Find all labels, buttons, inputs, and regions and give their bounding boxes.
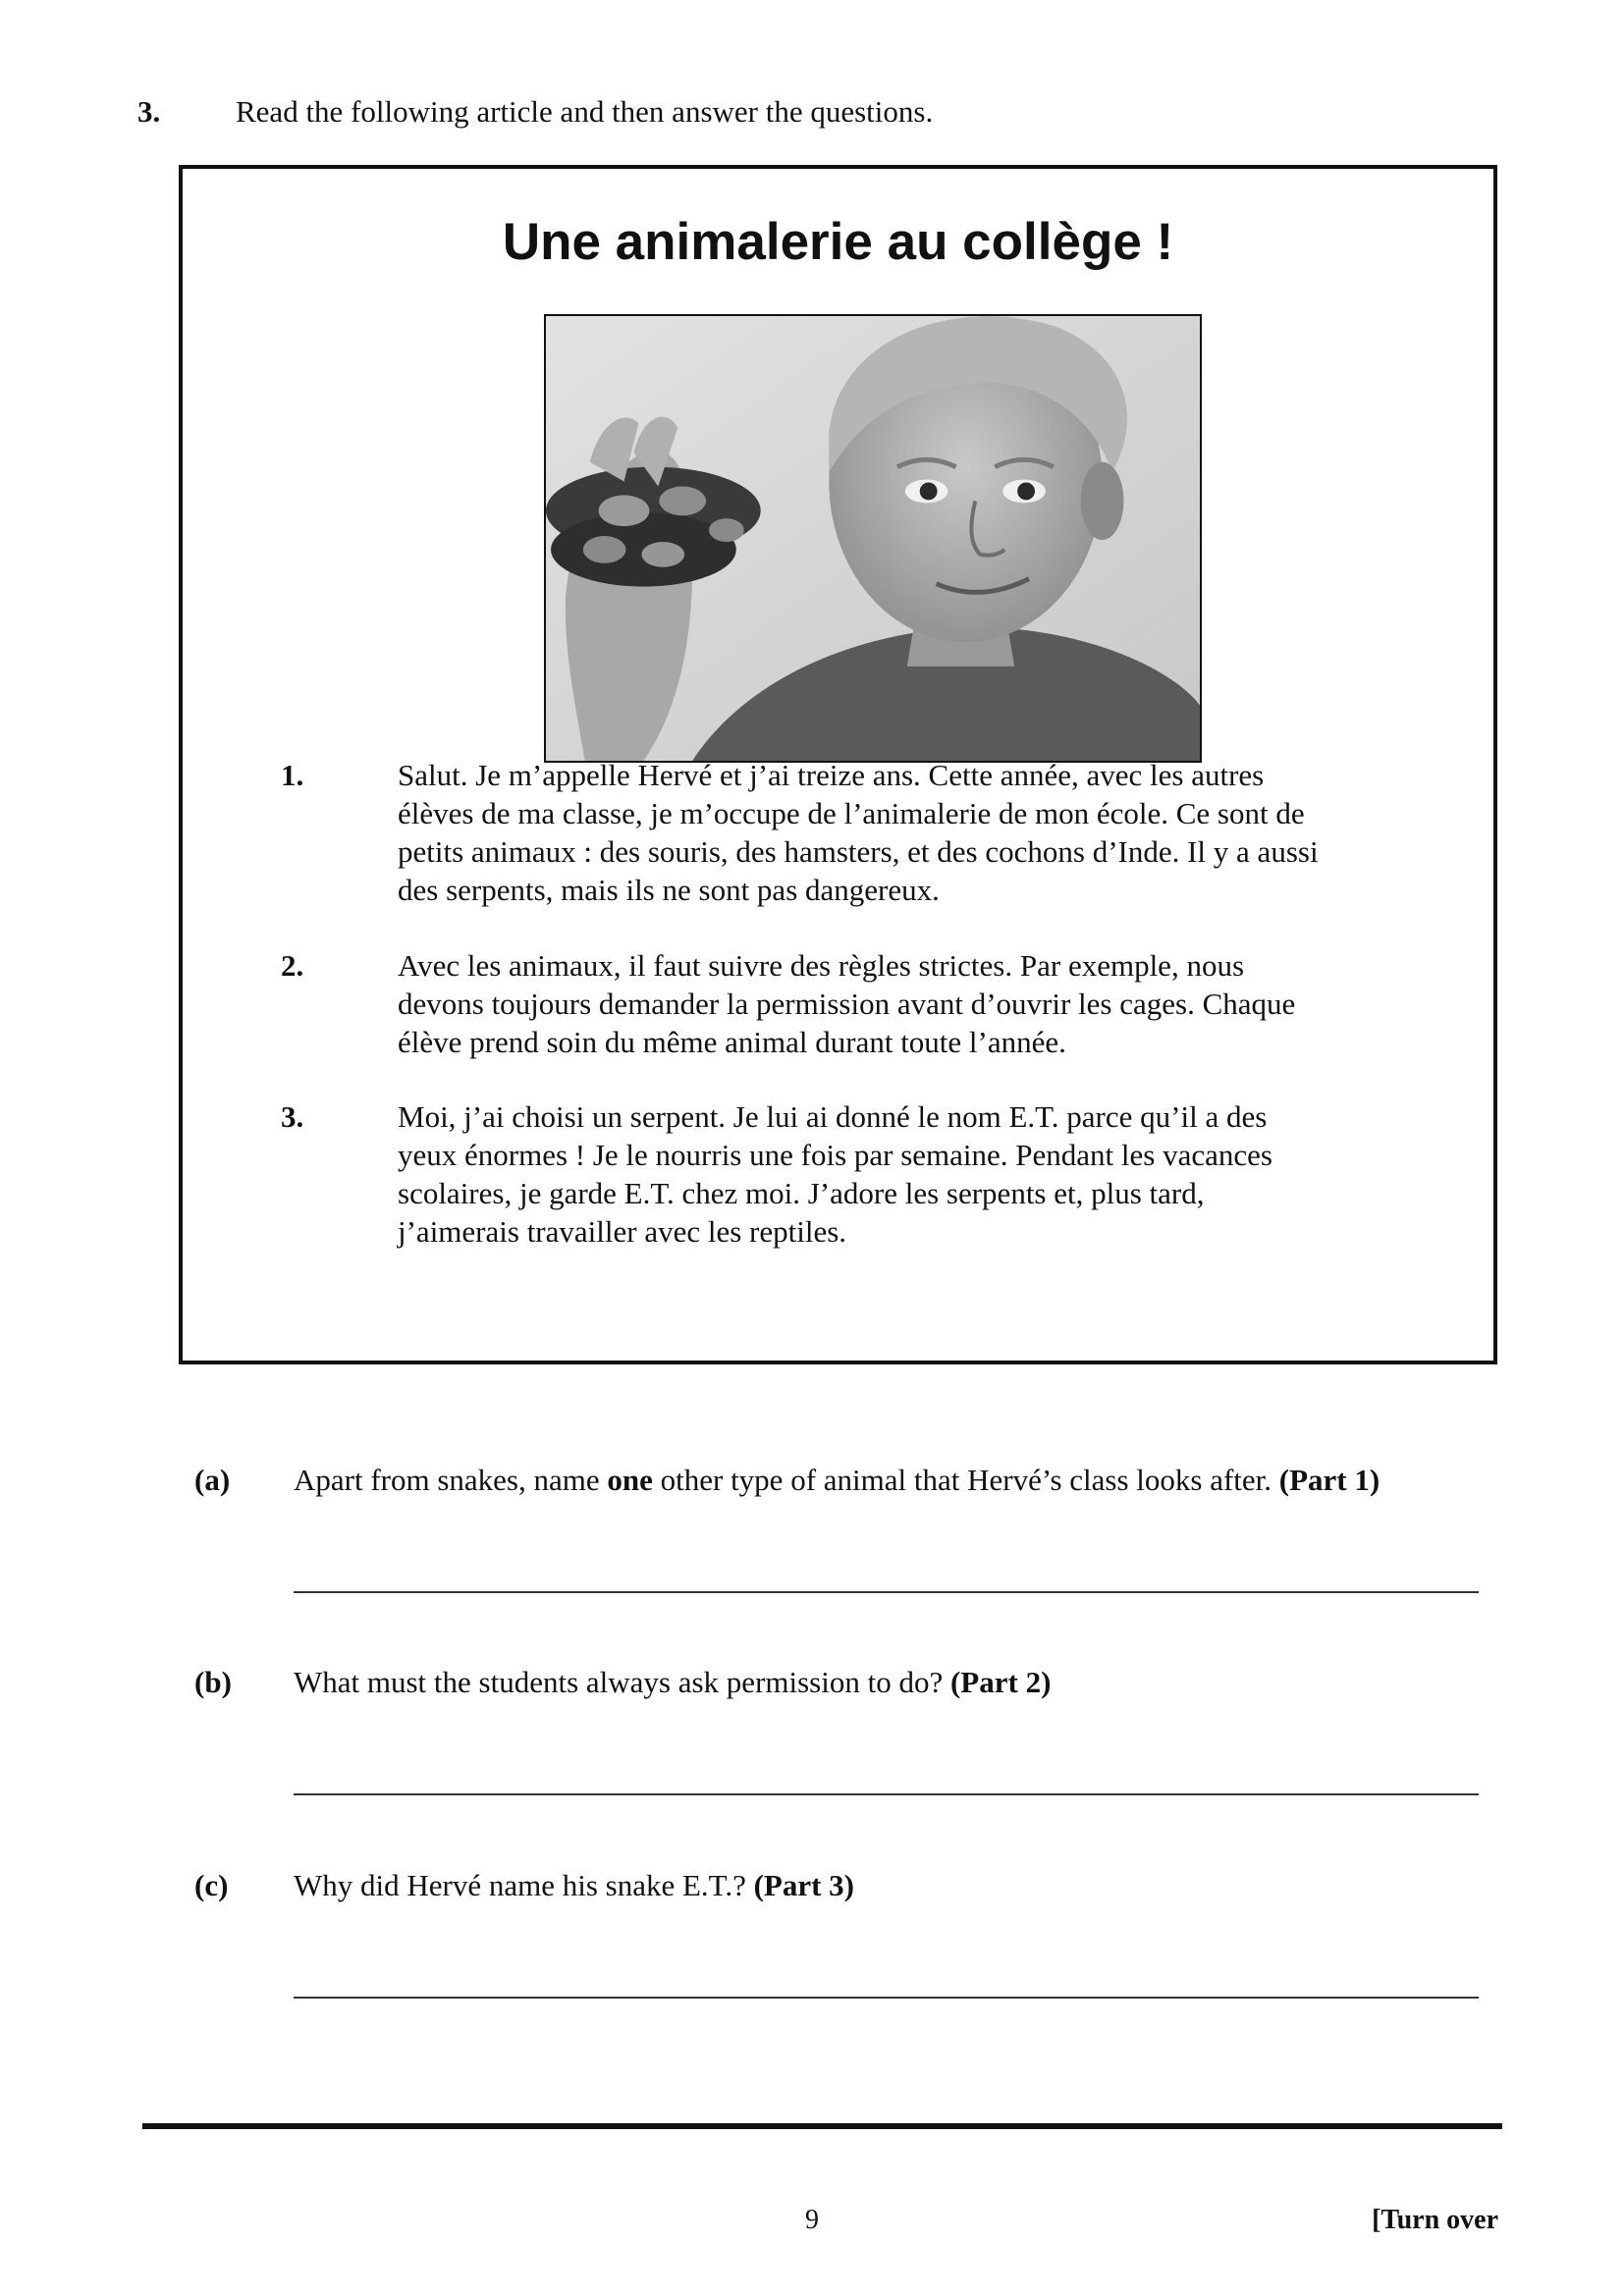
article-paragraph-3 (281, 1097, 1410, 1255)
article-title: Une animalerie au collège ! (502, 213, 1174, 271)
question-text (294, 1868, 854, 1903)
turn-over-label: [Turn over (1372, 2205, 1498, 2235)
paragraph-line: élève prend soin du même animal durant toute l’année. (398, 1025, 1066, 1059)
paragraph-line: Salut. Je m’appelle Hervé et j’ai treize ans. Cette année, avec les autres (398, 758, 1265, 792)
paragraph-line: devons toujours demander la permission avant d’ouvrir les cages. Chaque (398, 987, 1296, 1021)
article-box (179, 165, 1497, 1364)
answer-line-a[interactable] (294, 1591, 1479, 1593)
question-part-reference: (Part 3) (753, 1868, 854, 1902)
paragraph-text (398, 946, 1409, 1061)
page-number: 9 (805, 2205, 819, 2235)
paragraph-number: 3. (281, 1099, 304, 1134)
article-photo (544, 314, 1202, 763)
question-text-part: Apart from snakes, name (294, 1463, 608, 1497)
instruction-text: Read the following article and then answer the questions. (236, 94, 934, 129)
paragraph-line: scolaires, je garde E.T. chez moi. J’adore les serpents et, plus tard, (398, 1176, 1205, 1210)
question-text-part: What must the students always ask permission to do? (294, 1665, 950, 1699)
paragraph-line: petits animaux : des souris, des hamsters, et des cochons d’Inde. Il y a aussi (398, 834, 1319, 869)
question-number: 3. (137, 94, 161, 129)
question-label: (b) (194, 1665, 232, 1699)
boy-with-snake-photo (546, 316, 1200, 761)
paragraph-line: j’aimerais travailler avec les reptiles. (398, 1214, 847, 1249)
paragraph-line: Moi, j’ai choisi un serpent. Je lui ai donné le nom E.T. parce qu’il a des (398, 1099, 1268, 1134)
footer-rule (142, 2123, 1502, 2129)
paragraph-line: des serpents, mais ils ne sont pas dangereux. (398, 873, 940, 907)
question-text-part: Why did Hervé name his snake E.T.? (294, 1868, 754, 1902)
paragraph-line: élèves de ma classe, je m’occupe de l’animalerie de mon école. Ce sont de (398, 796, 1305, 830)
answer-line-b[interactable] (294, 1793, 1479, 1795)
question-emphasis: one (607, 1463, 653, 1497)
question-text (294, 1665, 1051, 1700)
paragraph-line: yeux énormes ! Je le nourris une fois par semaine. Pendant les vacances (398, 1138, 1272, 1172)
paragraph-number: 2. (281, 948, 304, 983)
paragraph-line: Avec les animaux, il faut suivre des règles strictes. Par exemple, nous (398, 948, 1245, 983)
paragraph-text (398, 1097, 1409, 1251)
article-paragraph-1 (281, 756, 1410, 913)
question-label: (a) (194, 1463, 231, 1497)
question-part-reference: (Part 1) (1278, 1463, 1380, 1497)
answer-line-c[interactable] (294, 1997, 1479, 1999)
question-label: (c) (194, 1868, 229, 1902)
question-text (294, 1463, 1380, 1498)
question-text-part: other type of animal that Hervé’s class looks after. (652, 1463, 1279, 1497)
paragraph-number: 1. (281, 758, 304, 792)
article-paragraph-2 (281, 946, 1410, 1064)
paragraph-text (398, 756, 1409, 909)
question-part-reference: (Part 2) (949, 1665, 1052, 1699)
